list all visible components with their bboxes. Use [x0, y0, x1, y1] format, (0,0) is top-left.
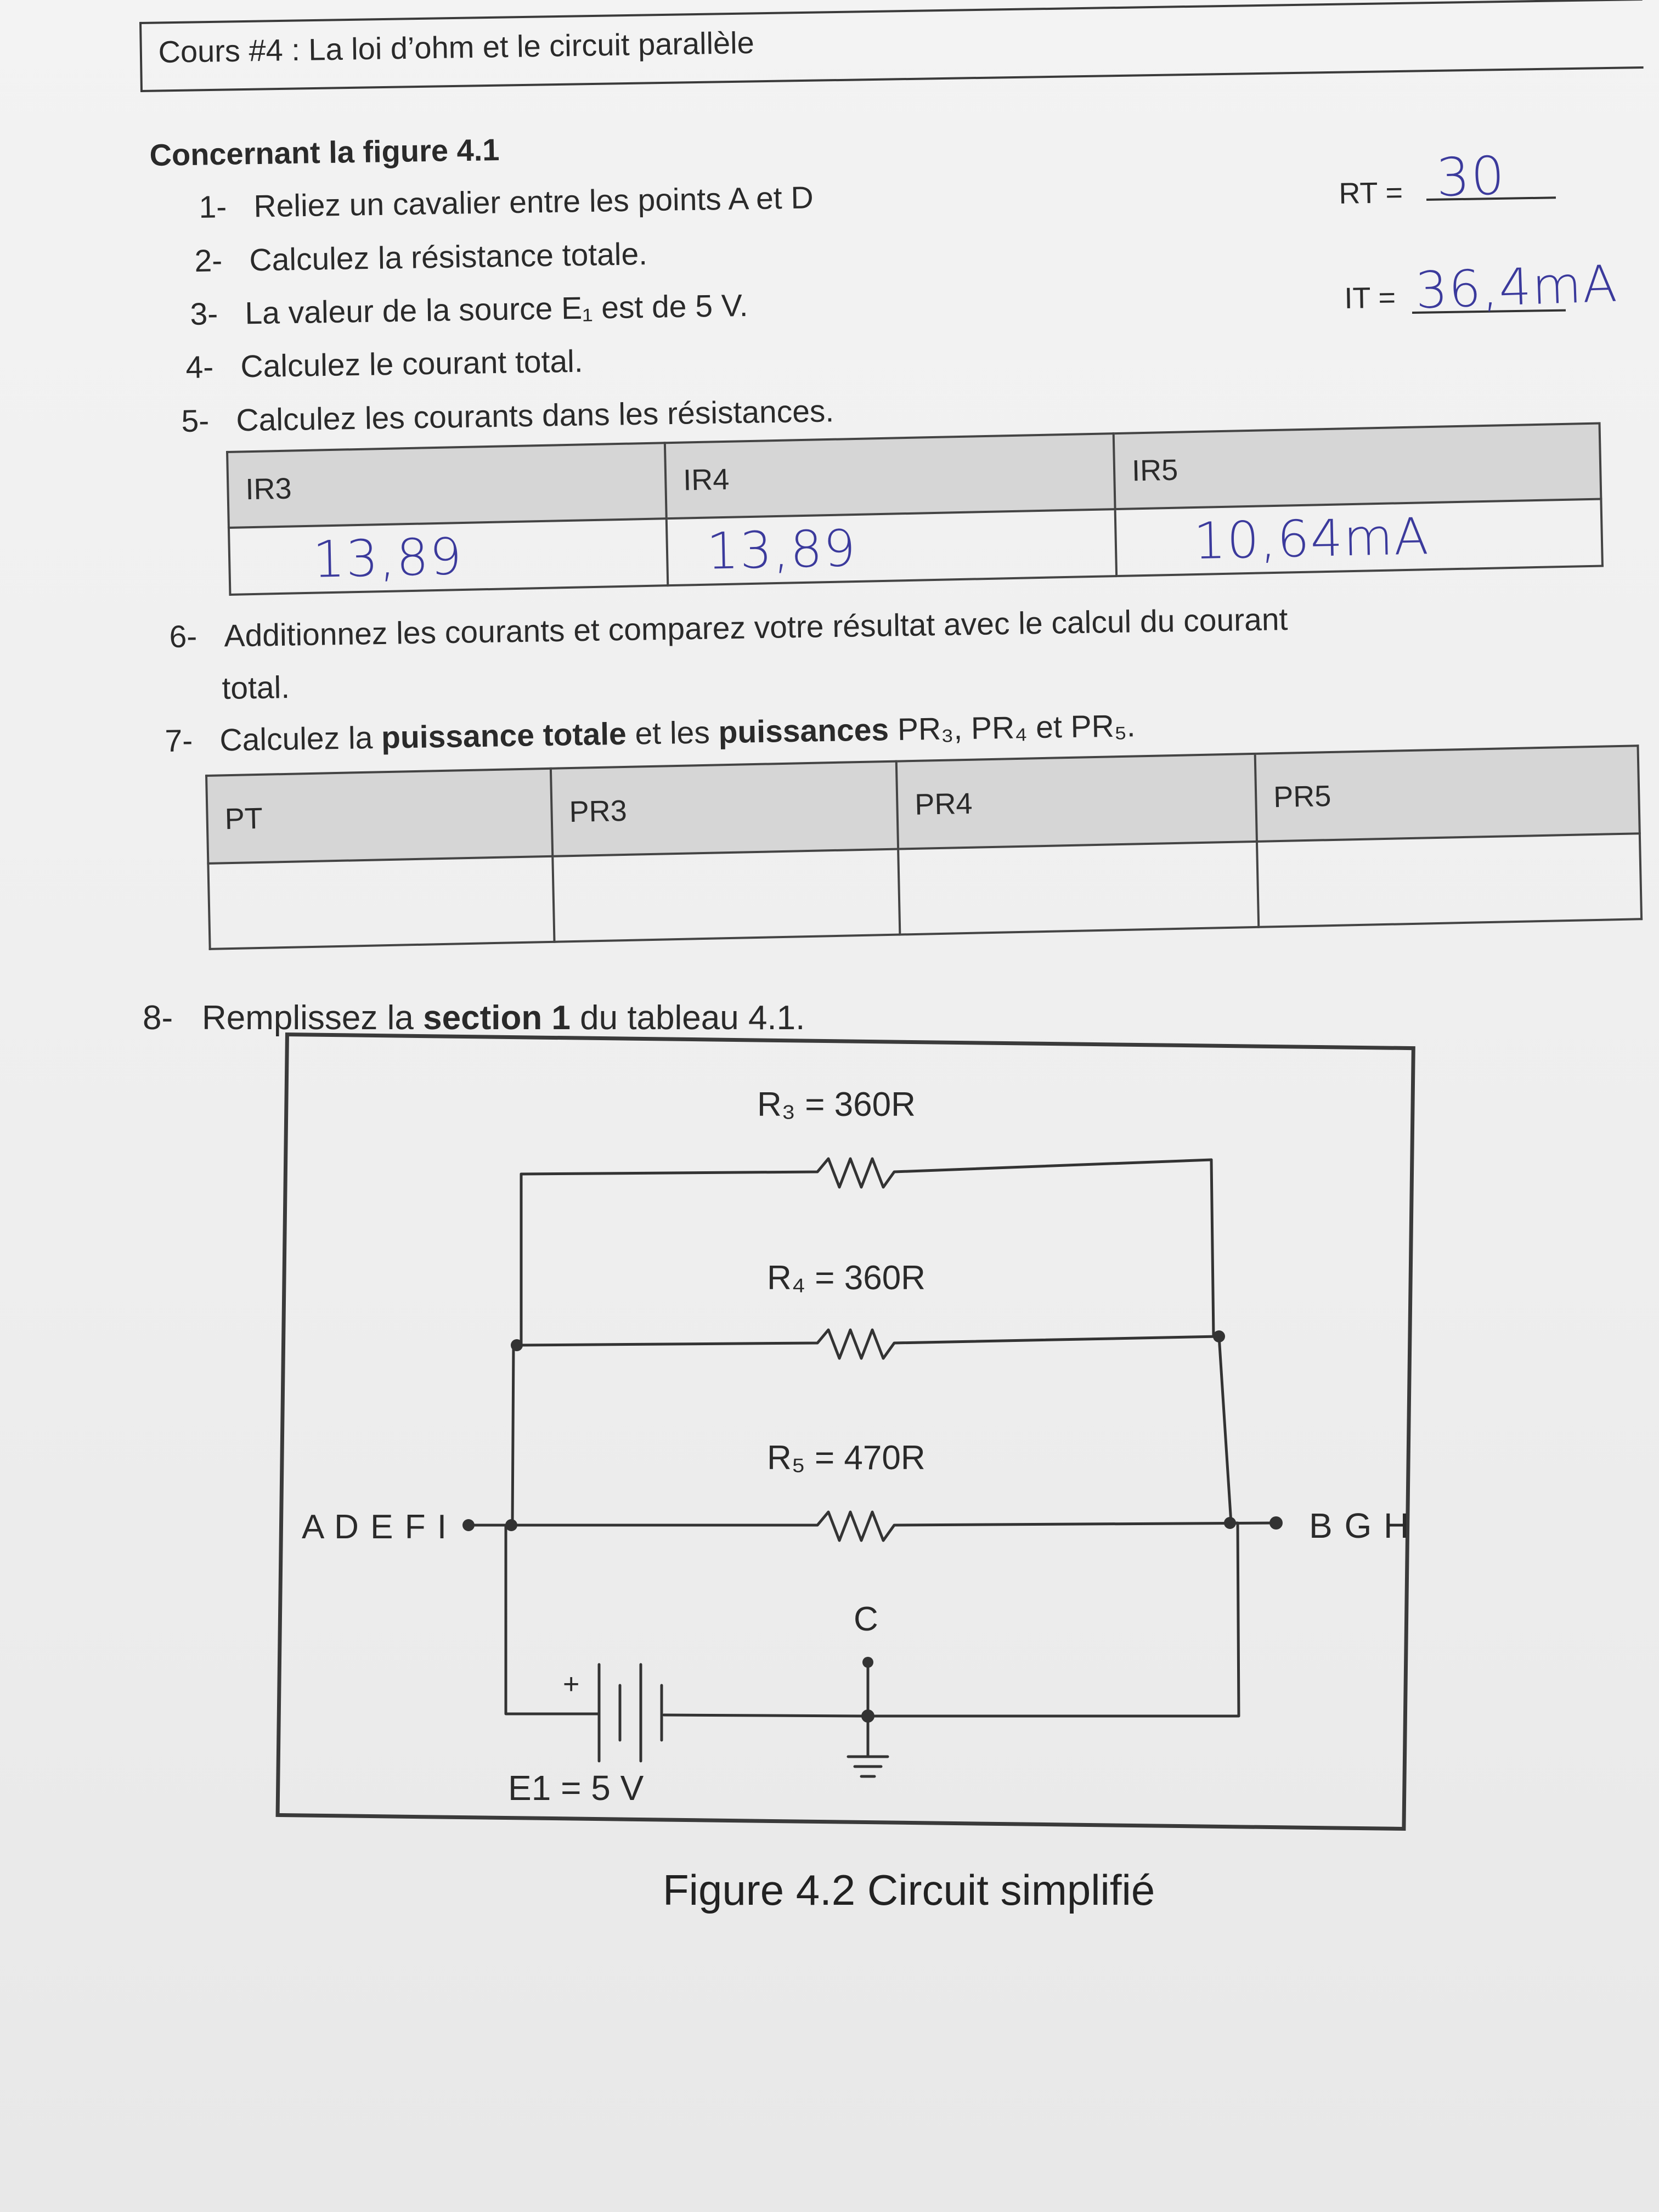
header-ir4: IR4	[665, 433, 1115, 518]
question-4: 4- Calculez le courant total.	[185, 343, 584, 385]
r5-label: R₅ = 470R	[767, 1439, 926, 1477]
question-5: 5- Calculez les courants dans les résistances.	[181, 393, 834, 439]
it-handwritten-value: 36,4mA	[1414, 254, 1620, 320]
question-3: 3- La valeur de la source E₁ est de 5 V.	[190, 288, 748, 332]
rt-handwritten-value: 30	[1435, 144, 1507, 209]
question-8: 8- Remplissez la section 1 du tableau 4.1.	[143, 999, 805, 1037]
question-6: 6- Additionnez les courants et comparez votre résultat avec le calcul du courant	[169, 601, 1288, 654]
node-label-bgh: B G H	[1309, 1506, 1410, 1545]
cell-ir4[interactable]: 13,89	[667, 509, 1116, 585]
right-rail-wire	[864, 1160, 1239, 1716]
r4-label: R₄ = 360R	[767, 1259, 926, 1297]
r4-wire	[516, 1330, 1219, 1358]
header-pr3: PR3	[551, 761, 898, 856]
left-rail-wire	[506, 1174, 598, 1714]
course-title: Cours #4 : La loi d’ohm et le circuit parallèle	[158, 25, 755, 69]
question-7: 7- Calculez la puissance totale et les puissances PR₃, PR₄ et PR₅.	[165, 708, 1136, 759]
header-pt: PT	[206, 769, 552, 864]
question-1: 1- Reliez un cavalier entre les points A et D	[199, 180, 814, 225]
r5-wire	[474, 1512, 1276, 1541]
battery-plus-sign: +	[563, 1668, 580, 1700]
section-title: Concernant la figure 4.1	[149, 132, 500, 172]
header-ir3: IR3	[227, 443, 667, 528]
cell-ir3[interactable]: 13,89	[229, 518, 668, 595]
cell-ir5[interactable]: 10,64mA	[1115, 499, 1602, 577]
question-6-continued: total.	[222, 670, 290, 706]
r3-label: R₃ = 360R	[757, 1086, 916, 1124]
node-label-adefi: A D E F I	[302, 1508, 448, 1546]
it-label: IT =	[1344, 281, 1396, 315]
header-pr4: PR4	[896, 754, 1257, 849]
ground-symbol	[848, 1757, 888, 1776]
header-pr5: PR5	[1255, 746, 1640, 842]
r3-wire	[521, 1159, 1211, 1187]
figure-caption: Figure 4.2 Circuit simplifié	[663, 1866, 1155, 1914]
source-label-e1: E1 = 5 V	[508, 1768, 644, 1808]
rt-label: RT =	[1339, 176, 1403, 210]
header-ir5: IR5	[1114, 424, 1601, 510]
question-2: 2- Calculez la résistance totale.	[194, 236, 648, 279]
battery-symbol	[599, 1664, 662, 1761]
node-label-c: C	[854, 1600, 878, 1638]
